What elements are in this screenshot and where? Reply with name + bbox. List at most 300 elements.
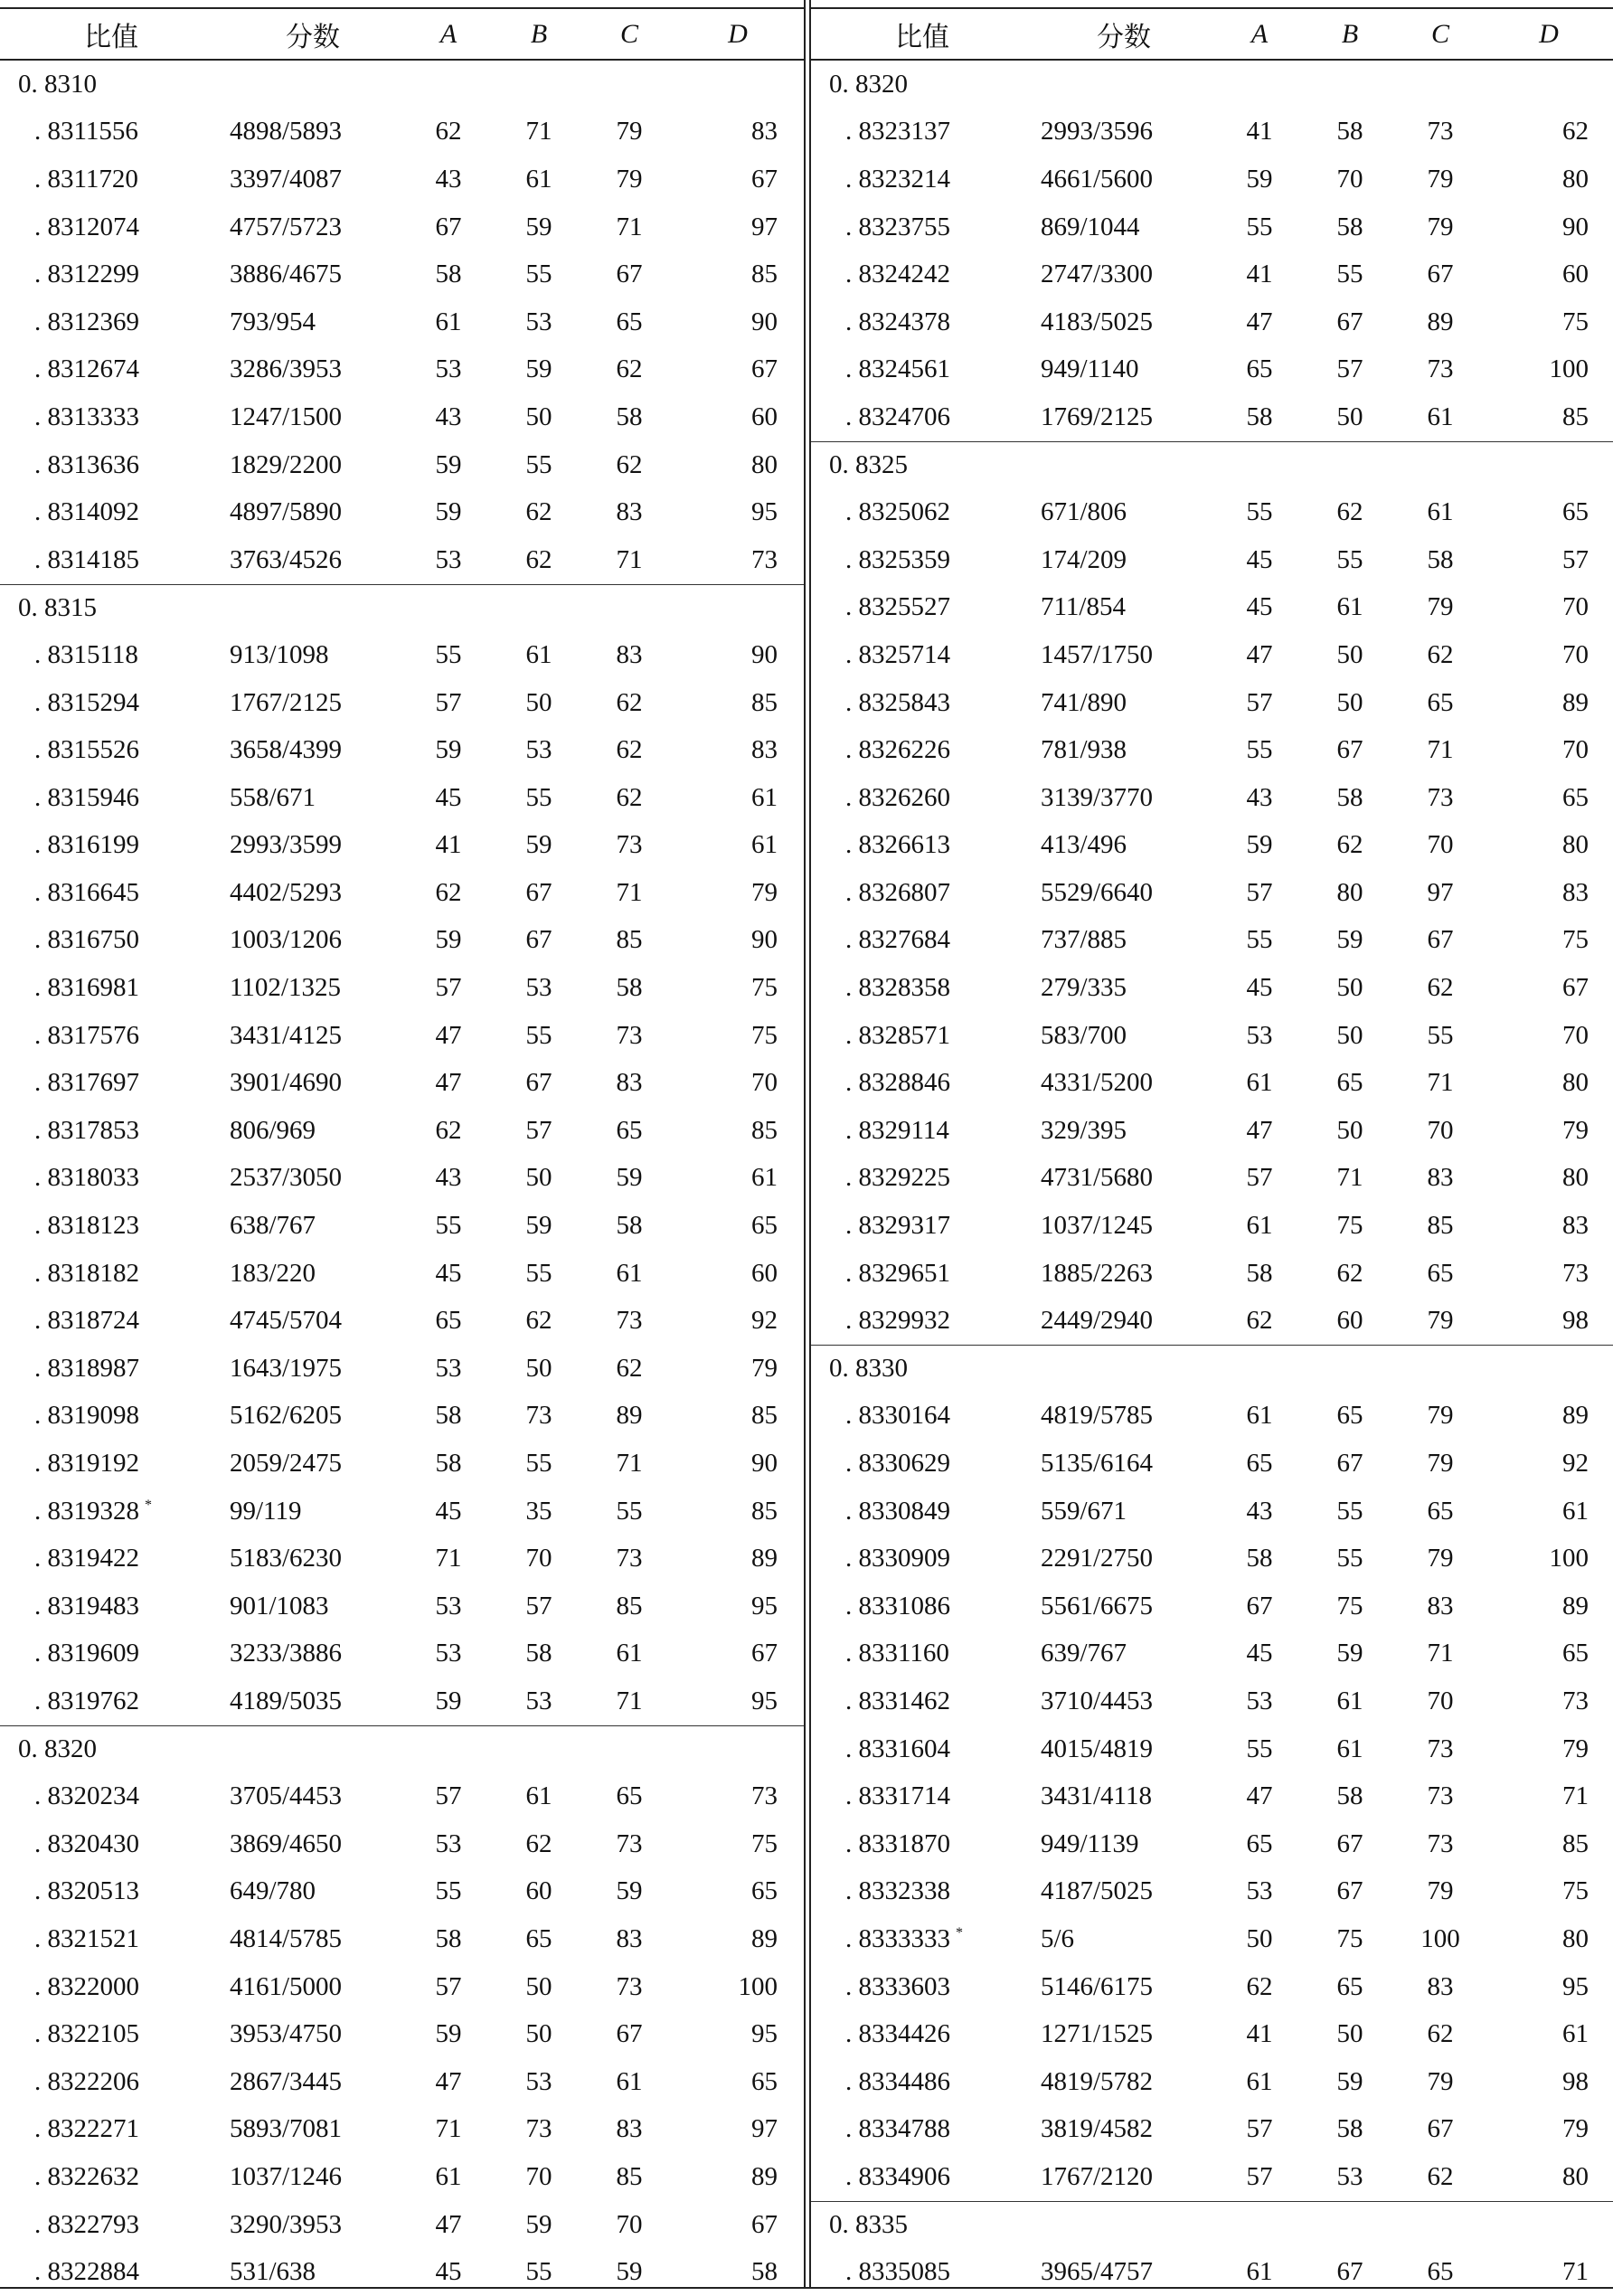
b-cell: 61 <box>1336 592 1363 622</box>
c-cell: 79 <box>1427 1876 1454 1906</box>
header-d: D <box>728 18 748 49</box>
a-cell: 57 <box>1246 2114 1273 2144</box>
group-label: 0. 8325 <box>829 450 908 480</box>
d-cell: 80 <box>1562 164 1589 194</box>
ratio-value: . 8325843 <box>845 687 950 717</box>
b-cell: 61 <box>525 164 552 194</box>
c-cell: 61 <box>616 1258 643 1288</box>
d-cell: 70 <box>1562 1020 1589 1050</box>
d-cell: 75 <box>751 973 778 1003</box>
d-cell: 90 <box>1562 212 1589 241</box>
d-cell: 73 <box>751 1781 778 1811</box>
a-cell: 55 <box>435 1211 462 1241</box>
table-row <box>0 1677 804 1725</box>
fraction-cell: 671/806 <box>1041 497 1127 527</box>
ratio-cell <box>0 1021 222 1051</box>
a-cell: 61 <box>1246 2257 1273 2287</box>
group-row <box>0 1725 804 1773</box>
column-divider-left <box>804 0 806 2289</box>
ratio-value: . 8328358 <box>845 973 950 1003</box>
d-cell: 60 <box>751 1258 778 1288</box>
ratio-cell <box>0 1211 222 1241</box>
table-row <box>0 2010 804 2058</box>
c-cell: 71 <box>1427 1068 1454 1098</box>
b-cell: 67 <box>1336 1828 1363 1858</box>
ratio-value: . 8314092 <box>34 497 139 527</box>
ratio-value: . 8326226 <box>845 735 950 765</box>
table-row <box>0 488 804 536</box>
right-rows <box>811 61 1613 2296</box>
ratio-value: . 8322206 <box>34 2066 139 2096</box>
table-row <box>811 1677 1613 1725</box>
ratio-value: . 8318724 <box>34 1306 139 1336</box>
d-cell: 97 <box>751 212 778 241</box>
c-cell: 73 <box>1427 354 1454 384</box>
ratio-cell <box>0 1068 222 1098</box>
d-cell: 95 <box>1562 1971 1589 2001</box>
ratio-cell <box>811 1306 1033 1336</box>
c-cell: 70 <box>1427 830 1454 860</box>
d-cell: 85 <box>751 1115 778 1145</box>
a-cell: 47 <box>1246 307 1273 336</box>
c-cell: 59 <box>616 1876 643 1906</box>
b-cell: 55 <box>1336 544 1363 574</box>
a-cell: 43 <box>435 164 462 194</box>
c-cell: 83 <box>616 639 643 669</box>
ratio-cell <box>811 354 1033 384</box>
table-row <box>0 1868 804 1916</box>
c-cell: 62 <box>1427 2161 1454 2191</box>
a-cell: 67 <box>1246 1591 1273 1620</box>
a-cell: 62 <box>1246 1971 1273 2001</box>
a-cell: 47 <box>1246 639 1273 669</box>
a-cell: 53 <box>435 544 462 574</box>
table-row <box>811 536 1613 584</box>
b-cell: 67 <box>525 925 552 955</box>
b-cell: 50 <box>525 1971 552 2001</box>
ratio-cell <box>0 1829 222 1859</box>
ratio-cell <box>811 497 1033 527</box>
ratio-value: . 8329225 <box>845 1163 950 1193</box>
a-cell: 71 <box>435 1544 462 1573</box>
fraction-cell: 4161/5000 <box>230 1971 343 2001</box>
fraction-cell: 913/1098 <box>230 639 329 669</box>
ratio-value: . 8311556 <box>34 117 138 146</box>
fraction-cell: 1037/1246 <box>230 2161 343 2191</box>
b-cell: 55 <box>525 782 552 812</box>
fraction-cell: 3431/4118 <box>1041 1781 1152 1811</box>
c-cell: 79 <box>1427 212 1454 241</box>
a-cell: 59 <box>435 925 462 955</box>
ratio-value: . 8312299 <box>34 260 139 289</box>
table-row <box>811 109 1613 156</box>
ratio-value: . 8318123 <box>34 1211 139 1241</box>
ratio-value: . 8324561 <box>845 354 950 384</box>
ratio-cell <box>811 973 1033 1003</box>
table-row <box>0 393 804 441</box>
fraction-cell: 2747/3300 <box>1041 260 1154 289</box>
table-row <box>811 1107 1613 1155</box>
b-cell: 67 <box>1336 2257 1363 2287</box>
ratio-cell <box>0 402 222 432</box>
table-row <box>811 2010 1613 2058</box>
c-cell: 71 <box>616 212 643 241</box>
c-cell: 85 <box>616 2161 643 2191</box>
ratio-value: . 8326807 <box>845 877 950 907</box>
ratio-value: . 8331604 <box>845 1734 950 1763</box>
table-row <box>811 726 1613 774</box>
c-cell: 73 <box>616 1828 643 1858</box>
ratio-value: . 8316981 <box>34 973 139 1003</box>
fraction-cell: 329/395 <box>1041 1115 1127 1145</box>
d-cell: 80 <box>1562 830 1589 860</box>
b-cell: 70 <box>525 2161 552 2191</box>
c-cell: 70 <box>1427 1686 1454 1715</box>
d-cell: 100 <box>1549 1544 1589 1573</box>
ratio-cell <box>811 1687 1033 1716</box>
ratio-cell <box>0 2067 222 2097</box>
fraction-cell: 4331/5200 <box>1041 1068 1154 1098</box>
b-cell: 53 <box>525 307 552 336</box>
d-cell: 89 <box>1562 1401 1589 1431</box>
a-cell: 45 <box>435 2257 462 2287</box>
c-cell: 73 <box>1427 1781 1454 1811</box>
c-cell: 70 <box>1427 1115 1454 1145</box>
ratio-value: . 8329114 <box>845 1115 949 1145</box>
b-cell: 65 <box>1336 1401 1363 1431</box>
ratio-value: . 8329317 <box>845 1211 950 1241</box>
c-cell: 73 <box>616 1306 643 1336</box>
d-cell: 67 <box>751 354 778 384</box>
ratio-cell <box>0 1924 222 1954</box>
ratio-cell <box>811 1876 1033 1906</box>
table-row <box>811 1250 1613 1298</box>
table-row <box>811 1725 1613 1773</box>
a-cell: 59 <box>435 735 462 765</box>
ratio-cell <box>0 307 222 337</box>
a-cell: 55 <box>435 1876 462 1906</box>
d-cell: 80 <box>1562 2161 1589 2191</box>
c-cell: 83 <box>616 497 643 527</box>
b-cell: 65 <box>1336 1068 1363 1098</box>
ratio-cell <box>0 1354 222 1384</box>
a-cell: 58 <box>1246 1544 1273 1573</box>
ratio-cell <box>0 1544 222 1573</box>
a-cell: 43 <box>435 402 462 431</box>
a-cell: 41 <box>435 830 462 860</box>
b-cell: 57 <box>1336 354 1363 384</box>
b-cell: 59 <box>525 354 552 384</box>
ratio-value: . 8320513 <box>34 1876 139 1906</box>
ratio-value: . 8328571 <box>845 1020 950 1050</box>
c-cell: 71 <box>1427 1639 1454 1668</box>
ratio-cell <box>811 545 1033 575</box>
ratio-cell <box>0 1781 222 1811</box>
d-cell: 61 <box>751 1163 778 1193</box>
b-cell: 50 <box>1336 687 1363 717</box>
d-cell: 71 <box>1562 1781 1589 1811</box>
table-row <box>811 584 1613 632</box>
d-cell: 65 <box>1562 497 1589 527</box>
fraction-cell: 639/767 <box>1041 1639 1127 1668</box>
c-cell: 79 <box>1427 1449 1454 1479</box>
d-cell: 80 <box>1562 1923 1589 1953</box>
d-cell: 75 <box>751 1020 778 1050</box>
d-cell: 65 <box>751 2066 778 2096</box>
fraction-cell: 183/220 <box>230 1258 316 1288</box>
a-cell: 61 <box>1246 2066 1273 2096</box>
asterisk-mark: * <box>956 1925 963 1942</box>
ratio-value: . 8332338 <box>845 1876 950 1906</box>
fraction-cell: 737/885 <box>1041 925 1127 955</box>
d-cell: 80 <box>1562 1163 1589 1193</box>
d-cell: 89 <box>751 1923 778 1953</box>
ratio-cell <box>0 783 222 813</box>
d-cell: 83 <box>751 117 778 146</box>
fraction-cell: 1885/2263 <box>1041 1258 1154 1288</box>
ratio-cell <box>0 213 222 242</box>
ratio-value: . 8318987 <box>34 1353 139 1383</box>
fraction-cell: 4015/4819 <box>1041 1734 1154 1763</box>
table-row <box>811 1393 1613 1441</box>
group-row <box>0 61 804 109</box>
c-cell: 79 <box>1427 2066 1454 2096</box>
table-row <box>811 2153 1613 2201</box>
b-cell: 60 <box>1336 1306 1363 1336</box>
ratio-cell <box>811 213 1033 242</box>
c-cell: 62 <box>616 1353 643 1383</box>
b-cell: 67 <box>1336 735 1363 765</box>
ratio-value: . 8319762 <box>34 1686 139 1715</box>
ratio-value: . 8334486 <box>845 2066 950 2096</box>
d-cell: 98 <box>1562 1306 1589 1336</box>
c-cell: 79 <box>616 117 643 146</box>
a-cell: 57 <box>435 973 462 1003</box>
a-cell: 43 <box>1246 1496 1273 1526</box>
ratio-cell <box>811 783 1033 813</box>
fraction-cell: 1767/2120 <box>1041 2161 1154 2191</box>
a-cell: 43 <box>435 1163 462 1193</box>
ratio-cell <box>0 640 222 670</box>
c-cell: 97 <box>1427 877 1454 907</box>
table-row <box>0 1393 804 1441</box>
fraction-cell: 5529/6640 <box>1041 877 1154 907</box>
d-cell: 71 <box>1562 2257 1589 2287</box>
ratio-value: . 8312674 <box>34 354 139 384</box>
a-cell: 71 <box>435 2114 462 2144</box>
d-cell: 95 <box>751 2019 778 2049</box>
ratio-value: . 8320430 <box>34 1828 139 1858</box>
fraction-cell: 2867/3445 <box>230 2066 343 2096</box>
fraction-cell: 3286/3953 <box>230 354 343 384</box>
c-cell: 67 <box>616 2019 643 2049</box>
b-cell: 59 <box>525 212 552 241</box>
fraction-cell: 1767/2125 <box>230 687 343 717</box>
ratio-value: . 8334426 <box>845 2019 950 2049</box>
ratio-cell <box>811 640 1033 670</box>
ratio-value: . 8325062 <box>845 497 950 527</box>
a-cell: 58 <box>435 1923 462 1953</box>
b-cell: 67 <box>1336 1449 1363 1479</box>
ratio-cell <box>811 688 1033 718</box>
b-cell: 57 <box>525 1115 552 1145</box>
b-cell: 55 <box>525 1449 552 1479</box>
d-cell: 89 <box>751 1544 778 1573</box>
ratio-value: . 8319328 <box>34 1496 139 1526</box>
b-cell: 58 <box>525 1639 552 1668</box>
b-cell: 55 <box>525 1020 552 1050</box>
d-cell: 61 <box>751 782 778 812</box>
c-cell: 65 <box>616 1781 643 1811</box>
b-cell: 55 <box>1336 260 1363 289</box>
table-row <box>0 536 804 584</box>
c-cell: 83 <box>616 1923 643 1953</box>
ratio-value: . 8319483 <box>34 1591 139 1620</box>
group-label: 0. 8320 <box>18 1734 97 1764</box>
header-c: C <box>619 18 638 49</box>
d-cell: 67 <box>751 2209 778 2239</box>
ratio-value: . 8323755 <box>845 212 950 241</box>
table-row <box>0 441 804 489</box>
c-cell: 73 <box>616 1971 643 2001</box>
fraction-cell: 781/938 <box>1041 735 1127 765</box>
b-cell: 53 <box>1336 2161 1363 2191</box>
ratio-cell <box>0 973 222 1003</box>
fraction-cell: 2537/3050 <box>230 1163 343 1193</box>
d-cell: 65 <box>1562 782 1589 812</box>
a-cell: 55 <box>1246 212 1273 241</box>
ratio-value: . 8321521 <box>34 1923 139 1953</box>
table-row <box>0 346 804 394</box>
a-cell: 62 <box>435 117 462 146</box>
fraction-cell: 5893/7081 <box>230 2114 343 2144</box>
ratio-cell <box>0 2162 222 2192</box>
fraction-cell: 4661/5600 <box>1041 164 1154 194</box>
c-cell: 61 <box>616 1639 643 1668</box>
fraction-cell: 174/209 <box>1041 544 1127 574</box>
ratio-value: . 8322105 <box>34 2019 139 2049</box>
b-cell: 62 <box>525 1306 552 1336</box>
d-cell: 90 <box>751 639 778 669</box>
fraction-cell: 1829/2200 <box>230 449 343 479</box>
a-cell: 41 <box>1246 117 1273 146</box>
d-cell: 61 <box>1562 1496 1589 1526</box>
table-row <box>811 488 1613 536</box>
a-cell: 47 <box>1246 1781 1273 1811</box>
a-cell: 45 <box>1246 1639 1273 1668</box>
ratio-cell <box>811 592 1033 622</box>
d-cell: 90 <box>751 307 778 336</box>
fraction-cell: 3869/4650 <box>230 1828 343 1858</box>
c-cell: 55 <box>616 1496 643 1526</box>
b-cell: 67 <box>525 877 552 907</box>
ratio-value: . 8320234 <box>34 1781 139 1811</box>
a-cell: 53 <box>435 1639 462 1668</box>
c-cell: 73 <box>1427 782 1454 812</box>
ratio-cell <box>0 735 222 765</box>
a-cell: 58 <box>1246 402 1273 431</box>
c-cell: 79 <box>1427 1544 1454 1573</box>
table-row <box>811 822 1613 870</box>
b-cell: 62 <box>525 1828 552 1858</box>
ratio-value: . 8316750 <box>34 925 139 955</box>
fraction-cell: 5183/6230 <box>230 1544 343 1573</box>
b-cell: 62 <box>1336 830 1363 860</box>
ratio-cell <box>0 2019 222 2049</box>
fraction-cell: 3953/4750 <box>230 2019 343 2049</box>
c-cell: 67 <box>616 260 643 289</box>
b-cell: 75 <box>1336 1923 1363 1953</box>
ratio-value: . 8319192 <box>34 1449 139 1479</box>
ratio-cell <box>811 830 1033 860</box>
b-cell: 71 <box>1336 1163 1363 1193</box>
b-cell: 75 <box>1336 1591 1363 1620</box>
a-cell: 65 <box>435 1306 462 1336</box>
table-row <box>811 1915 1613 1963</box>
ratio-value: . 8333603 <box>845 1971 950 2001</box>
a-cell: 53 <box>1246 1876 1273 1906</box>
b-cell: 80 <box>1336 877 1363 907</box>
table-row <box>811 1155 1613 1203</box>
d-cell: 75 <box>1562 1876 1589 1906</box>
a-cell: 59 <box>435 1686 462 1715</box>
c-cell: 71 <box>1427 735 1454 765</box>
b-cell: 61 <box>1336 1686 1363 1715</box>
d-cell: 92 <box>751 1306 778 1336</box>
fraction-cell: 3290/3953 <box>230 2209 343 2239</box>
table-row <box>811 1012 1613 1060</box>
d-cell: 85 <box>1562 1828 1589 1858</box>
c-cell: 65 <box>1427 1496 1454 1526</box>
d-cell: 89 <box>751 2161 778 2191</box>
ratio-value: . 8313636 <box>34 449 139 479</box>
d-cell: 92 <box>1562 1449 1589 1479</box>
a-cell: 43 <box>1246 782 1273 812</box>
c-cell: 73 <box>1427 117 1454 146</box>
c-cell: 65 <box>616 1115 643 1145</box>
table-row <box>811 631 1613 679</box>
fraction-cell: 2993/3599 <box>230 830 343 860</box>
left-rows <box>0 61 804 2296</box>
a-cell: 53 <box>435 1353 462 1383</box>
c-cell: 65 <box>1427 1258 1454 1288</box>
b-cell: 50 <box>1336 402 1363 431</box>
fraction-cell: 3705/4453 <box>230 1781 343 1811</box>
ratio-cell <box>811 1401 1033 1431</box>
a-cell: 62 <box>1246 1306 1273 1336</box>
b-cell: 55 <box>525 260 552 289</box>
fraction-cell: 3397/4087 <box>230 164 343 194</box>
b-cell: 62 <box>1336 497 1363 527</box>
fraction-cell: 5135/6164 <box>1041 1449 1154 1479</box>
b-cell: 67 <box>1336 307 1363 336</box>
ratio-cell <box>811 1259 1033 1289</box>
ratio-cell <box>811 1497 1033 1526</box>
c-cell: 71 <box>616 1449 643 1479</box>
table-row <box>811 774 1613 822</box>
ratio-value: . 8312074 <box>34 212 139 241</box>
ratio-cell <box>811 1639 1033 1668</box>
d-cell: 79 <box>1562 1115 1589 1145</box>
b-cell: 35 <box>525 1496 552 1526</box>
d-cell: 70 <box>1562 592 1589 622</box>
c-cell: 67 <box>1427 925 1454 955</box>
ratio-value: . 8316199 <box>34 830 139 860</box>
ratio-cell <box>0 260 222 289</box>
table-row <box>811 1630 1613 1678</box>
ratio-cell <box>0 545 222 575</box>
fraction-cell: 638/767 <box>230 1211 316 1241</box>
